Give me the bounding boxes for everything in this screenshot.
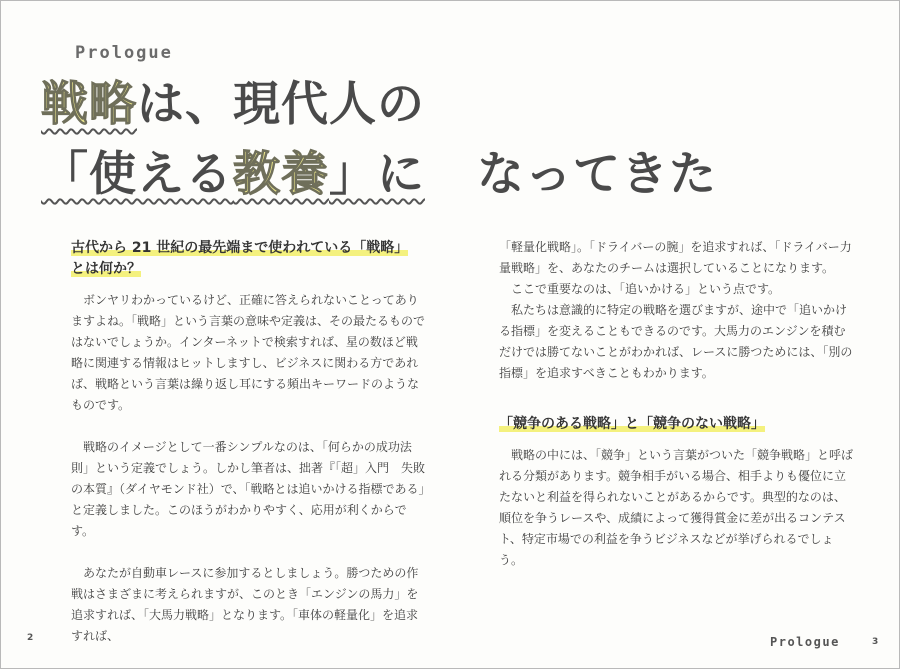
headline-line-1 bbox=[41, 79, 425, 131]
subheading-line: 古代から 21 世紀の最先端まで使われている「戦略」 bbox=[71, 240, 409, 256]
body-paragraph: あなたが自動車レースに参加するとしましょう。勝つための作戦はさまざまに考えられますが、このとき「エンジンの馬力」を追求すれば、「大馬力戦略」となります。「車体の軽量化」を追求すれば、 bbox=[71, 566, 419, 643]
headline-line-2 bbox=[41, 149, 425, 201]
body-paragraph: 「軽量化戦略」。「ドライバーの腕」を追求すれば、「ドライバー力量戦略」を、あなたのチームは選択していることになります。 bbox=[499, 240, 852, 275]
headline-highlight-culture: 教養 bbox=[233, 147, 329, 202]
subheading bbox=[71, 238, 426, 280]
headline-line-3: なってきた bbox=[477, 147, 717, 202]
page-number-left: 2 bbox=[27, 633, 34, 643]
left-page-body bbox=[71, 238, 426, 647]
headline-text: は、現代人の bbox=[137, 77, 425, 132]
body-paragraph: 私たちは意識的に特定の戦略を選びますが、途中で「追いかける指標」を変えることもできるのです。大馬力のエンジンを積むだけでは勝てないことがわかれば、レースに勝つためには、「別の指標」を追求すべきこともわかります。 bbox=[499, 303, 853, 380]
section-label: Prologue bbox=[75, 43, 173, 63]
subheading bbox=[499, 414, 854, 435]
body-paragraph: 戦略の中には、「競争」という言葉がついた「競争戦略」と呼ばれる分類があります。競争相手がいる場合、相手よりも優位に立たないと利益を得られないことがあるからです。典型的なのは、順位を争うレースや、成績によって獲得賞金に差が出るコンテスト、特定市場での利益を争うビジネスなどが挙げられるでしょう。 bbox=[499, 448, 854, 567]
headline-text: 「使える bbox=[41, 147, 233, 202]
headline-text: 」に bbox=[329, 147, 425, 202]
body-paragraph: ボンヤリわかっているけど、正確に答えられないことってありますよね。「戦略」という言葉の意味や定義は、その最たるものではないでしょうか。インターネットで検索すれば、星の数ほど戦略に関連する情報はヒットしますし、ビジネスに関わる方であれば、戦略という言葉は繰り返し耳にする頻出キーワードのようなものです。 bbox=[71, 293, 426, 412]
headline-underlined-segment bbox=[41, 147, 425, 202]
page-number-right: 3 bbox=[872, 637, 879, 647]
headline-highlight-strategy: 戦略 bbox=[41, 77, 137, 132]
subheading-line: とは何か？ bbox=[71, 261, 141, 277]
body-paragraph: 戦略のイメージとして一番シンプルなのは、「何らかの成功法則」という定義でしょう。しかし筆者は、拙著『「超」入門 失敗の本質』（ダイヤモンド社）で、「戦略とは追いかける指標である」と定義しました。このほうがわかりやすく、応用が利くからです。 bbox=[71, 440, 426, 538]
body-paragraph: ここで重要なのは、「追いかける」という点です。 bbox=[511, 282, 781, 296]
right-page-body bbox=[499, 237, 854, 571]
subheading-line: 「競争のある戦略」と「競争のない戦略」 bbox=[499, 416, 765, 432]
running-head: Prologue bbox=[770, 635, 840, 649]
